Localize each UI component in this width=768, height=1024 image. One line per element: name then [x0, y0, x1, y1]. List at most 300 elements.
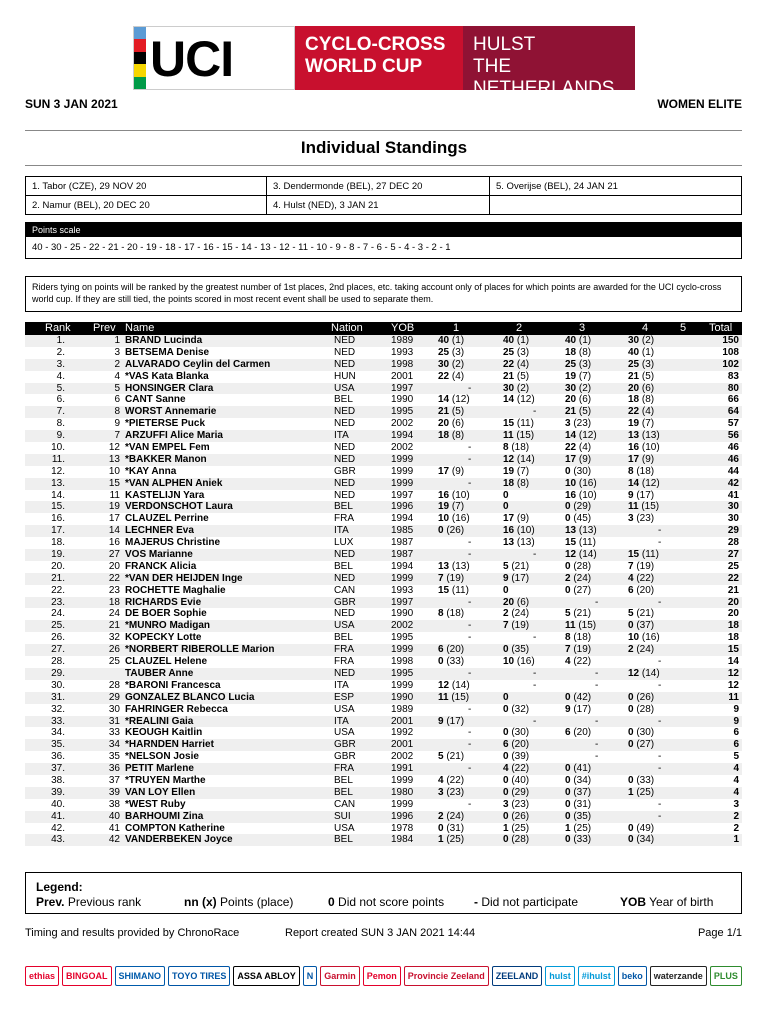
rider-name-cell: MAJERUS Christine: [125, 537, 221, 549]
total-cell: 18: [727, 620, 739, 632]
rider-name-cell: *BAKKER Manon: [125, 453, 207, 465]
yob-cell: 1997: [391, 596, 414, 608]
event-3-cell: 14 (12): [565, 430, 597, 442]
total-cell: 12: [727, 667, 739, 679]
rank-cell: 14.: [51, 489, 65, 501]
event-4-cell: 17 (9): [628, 453, 655, 465]
col-nation: Nation: [331, 322, 363, 334]
rider-name-cell: PETIT Marlene: [125, 763, 194, 775]
table-row: [25, 704, 742, 716]
table-row: [25, 608, 742, 620]
event-3-cell: 0 (28): [565, 560, 592, 572]
nation-cell: SUI: [334, 810, 351, 822]
table-row: [25, 537, 742, 549]
table-row: [25, 763, 742, 775]
event-1-cell: 0 (33): [438, 656, 465, 668]
table-row: [25, 442, 742, 454]
event-4-cell: 13 (13): [628, 430, 660, 442]
event-1-cell: 15 (11): [438, 584, 469, 596]
event-1-cell: 11 (15): [438, 691, 470, 703]
prev-rank-cell: 27: [108, 549, 120, 561]
rider-name-cell: ALVARADO Ceylin del Carmen: [125, 358, 271, 370]
legend-item: nn (x) Points (place): [184, 895, 294, 909]
rider-name-cell: ROCHETTE Maghalie: [125, 584, 226, 596]
rider-name-cell: GONZALEZ BLANCO Lucia: [125, 691, 255, 703]
yob-cell: 1993: [391, 346, 414, 358]
table-row: [25, 478, 742, 490]
rainbow-stripes-icon: [134, 27, 146, 89]
prev-rank-cell: 18: [108, 596, 120, 608]
nation-cell: FRA: [334, 763, 354, 775]
yob-cell: 2001: [391, 370, 414, 382]
rider-name-cell: *VAN DER HEIJDEN Inge: [125, 572, 243, 584]
rank-cell: 18.: [51, 537, 65, 549]
event-4-cell: -: [658, 751, 662, 763]
rank-cell: 13.: [51, 477, 65, 489]
table-row: [25, 787, 742, 799]
total-cell: 46: [727, 453, 739, 465]
rider-name-cell: *PIETERSE Puck: [125, 418, 206, 430]
total-cell: 27: [727, 549, 739, 561]
event-2-cell: -: [533, 406, 537, 418]
rank-cell: 43.: [51, 834, 65, 846]
rank-cell: 42.: [51, 822, 65, 834]
yob-cell: 1998: [391, 358, 414, 370]
col-event-2: 2: [516, 322, 523, 334]
event-3-cell: 0 (37): [565, 786, 592, 798]
yob-cell: 2002: [391, 418, 414, 430]
event-1-cell: -: [468, 763, 472, 775]
prev-rank-cell: 11: [109, 489, 120, 501]
tie-rule-text: Riders tying on points will be ranked by the greatest number of 1st places, 2nd places, etc. taking account only of places for which points are awarded for the UCI cyclo-cross world cup. If they are still tied, the points scored in most recent event shall be used to separate them.: [25, 276, 742, 312]
prev-rank-cell: 38: [108, 798, 120, 810]
standings-table: [25, 322, 742, 846]
points-scale-box: [25, 222, 742, 259]
table-row: [25, 573, 742, 585]
event-cell: [490, 196, 742, 215]
total-cell: 66: [727, 394, 739, 406]
event-2-cell: 14 (12): [503, 394, 535, 406]
total-cell: 20: [727, 608, 739, 620]
event-2-cell: 9 (17): [503, 572, 530, 584]
legend-item: 0 Did not score points: [328, 895, 445, 909]
table-row: [25, 430, 742, 442]
yob-cell: 1991: [391, 763, 414, 775]
rider-name-cell: COMPTON Katherine: [125, 822, 225, 834]
col-prev: Prev: [93, 322, 116, 334]
yob-cell: 1999: [391, 679, 414, 691]
event-2-cell: 6 (20): [503, 739, 530, 751]
total-cell: 80: [727, 382, 739, 394]
nation-cell: NED: [334, 667, 356, 679]
event-1-cell: 5 (21): [438, 751, 465, 763]
total-cell: 6: [733, 727, 739, 739]
total-cell: 21: [727, 584, 739, 596]
divider: [25, 130, 742, 131]
event-3-cell: 16 (10): [565, 489, 597, 501]
rider-name-cell: *TRUYEN Marthe: [125, 774, 206, 786]
nation-cell: FRA: [334, 656, 354, 668]
event-1-cell: 1 (25): [438, 834, 465, 846]
rank-cell: 10.: [51, 442, 65, 454]
event-2-cell: 7 (19): [503, 620, 530, 632]
nation-cell: ITA: [334, 679, 349, 691]
event-cell: 1. Tabor (CZE), 29 NOV 20: [26, 177, 267, 196]
prev-rank-cell: 20: [108, 560, 120, 572]
rider-name-cell: BRAND Lucinda: [125, 335, 203, 346]
total-cell: 42: [727, 477, 739, 489]
event-4-cell: 20 (6): [628, 382, 655, 394]
table-row: [25, 668, 742, 680]
event-1-cell: -: [468, 453, 472, 465]
table-row: [25, 561, 742, 573]
legend-item: Prev. Previous rank: [36, 895, 142, 909]
event-4-cell: 0 (33): [628, 774, 655, 786]
rider-name-cell: WORST Annemarie: [125, 406, 217, 418]
event-2-cell: 16 (10): [503, 525, 535, 537]
total-cell: 64: [727, 406, 739, 418]
col-yob: YOB: [391, 322, 415, 334]
table-row: [25, 739, 742, 751]
nation-cell: NED: [334, 442, 356, 454]
table-row: [25, 644, 742, 656]
event-2-cell: 25 (3): [503, 346, 530, 358]
nation-cell: LUX: [334, 537, 354, 549]
yob-cell: 1995: [391, 406, 414, 418]
race-category: WOMEN ELITE: [657, 97, 742, 111]
event-3-cell: 2 (24): [565, 572, 592, 584]
event-4-cell: 6 (20): [628, 584, 655, 596]
table-row: [25, 418, 742, 430]
event-4-cell: 7 (19): [628, 560, 655, 572]
report-created: Report created SUN 3 JAN 2021 14:44: [285, 927, 476, 939]
event-3-cell: 9 (17): [565, 703, 592, 715]
total-cell: 150: [722, 335, 739, 346]
yob-cell: 1995: [391, 667, 414, 679]
nation-cell: USA: [334, 703, 355, 715]
sponsor-logo: SHIMANO: [115, 966, 166, 986]
total-cell: 9: [733, 715, 739, 727]
event-4-cell: -: [658, 810, 662, 822]
nation-cell: BEL: [334, 774, 353, 786]
event-1-cell: -: [468, 549, 472, 561]
event-4-cell: 0 (26): [628, 691, 655, 703]
event-3-cell: 0 (33): [565, 834, 592, 846]
rank-cell: 41.: [51, 810, 65, 822]
event-4-cell: 0 (30): [628, 727, 655, 739]
event-2-cell: 0 (26): [503, 810, 530, 822]
event-4-cell: 0 (28): [628, 703, 655, 715]
prev-rank-cell: 17: [108, 513, 120, 525]
divider: [25, 165, 742, 166]
table-row: [25, 394, 742, 406]
event-2-cell: 19 (7): [503, 465, 530, 477]
rank-cell: 1.: [56, 335, 65, 346]
prev-rank-cell: 4: [114, 370, 120, 382]
yob-cell: 1978: [391, 822, 414, 834]
event-4-cell: 19 (7): [628, 418, 655, 430]
nation-cell: BEL: [334, 786, 353, 798]
prev-rank-cell: 40: [108, 810, 120, 822]
sponsor-logo: N: [303, 966, 318, 986]
table-row: [25, 632, 742, 644]
prev-rank-cell: 31: [108, 715, 120, 727]
nation-cell: USA: [334, 620, 355, 632]
venue-name: HULST THE NETHERLANDS: [463, 26, 635, 90]
prev-rank-cell: 26: [108, 644, 120, 656]
event-2-cell: 2 (24): [503, 608, 530, 620]
total-cell: 2: [733, 810, 739, 822]
prev-rank-cell: 35: [108, 751, 120, 763]
nation-cell: CAN: [334, 798, 356, 810]
total-cell: 12: [727, 679, 739, 691]
event-3-cell: 40 (1): [565, 335, 592, 346]
yob-cell: 1994: [391, 560, 414, 572]
sponsor-logo: Garmin: [320, 966, 360, 986]
prev-rank-cell: 33: [108, 727, 120, 739]
rider-name-cell: *NORBERT RIBEROLLE Marion: [125, 644, 275, 656]
yob-cell: 2002: [391, 442, 414, 454]
event-2-cell: 18 (8): [503, 477, 530, 489]
prev-rank-cell: 15: [108, 477, 120, 489]
event-3-cell: 0 (34): [565, 774, 592, 786]
rank-cell: 33.: [51, 715, 65, 727]
sponsor-logo: #ihulst: [578, 966, 615, 986]
event-3-cell: 22 (4): [565, 442, 592, 454]
rider-name-cell: RICHARDS Evie: [125, 596, 202, 608]
uci-logo: [133, 26, 295, 90]
event-3-cell: 0 (35): [565, 810, 592, 822]
col-event-4: 4: [642, 322, 649, 334]
event-1-cell: 4 (22): [438, 774, 465, 786]
nation-cell: GBR: [334, 739, 356, 751]
event-1-cell: 8 (18): [438, 608, 465, 620]
sponsor-logo: hulst: [545, 966, 575, 986]
total-cell: 14: [727, 656, 739, 668]
event-2-cell: 22 (4): [503, 358, 530, 370]
event-cell: 5. Overijse (BEL), 24 JAN 21: [490, 177, 742, 196]
rank-cell: 11.: [51, 453, 65, 465]
nation-cell: HUN: [334, 370, 356, 382]
prev-rank-cell: 28: [108, 679, 120, 691]
rider-name-cell: VAN LOY Ellen: [125, 786, 196, 798]
event-2-cell: 0 (40): [503, 774, 530, 786]
table-row: [25, 597, 742, 609]
event-cell: 2. Namur (BEL), 20 DEC 20: [26, 196, 267, 215]
event-4-cell: 25 (3): [628, 358, 655, 370]
rider-name-cell: KOPECKY Lotte: [125, 632, 202, 644]
prev-rank-cell: 12: [108, 442, 120, 454]
prev-rank-cell: 13: [108, 453, 120, 465]
sponsor-logo: Pemon: [363, 966, 401, 986]
rank-cell: 15.: [51, 501, 65, 513]
yob-cell: 1987: [391, 537, 414, 549]
col-name: Name: [125, 322, 155, 334]
event-4-cell: 18 (8): [628, 394, 655, 406]
event-1-cell: 6 (20): [438, 644, 465, 656]
event-1-cell: -: [468, 442, 472, 454]
legend-box: [25, 872, 742, 914]
event-4-cell: -: [658, 763, 662, 775]
rank-cell: 3.: [56, 358, 65, 370]
event-4-cell: -: [658, 798, 662, 810]
total-cell: 6: [733, 739, 739, 751]
prev-rank-cell: 16: [108, 537, 120, 549]
rank-cell: 4.: [56, 370, 65, 382]
rank-cell: 27.: [51, 644, 65, 656]
points-scale-label: Points scale: [26, 223, 741, 237]
event-3-cell: 13 (13): [565, 525, 597, 537]
event-2-cell: 30 (2): [503, 382, 530, 394]
rank-cell: 6.: [56, 394, 65, 406]
race-date: SUN 3 JAN 2021: [25, 97, 118, 111]
rank-cell: 2.: [56, 346, 65, 358]
event-1-cell: -: [468, 382, 472, 394]
table-row: [25, 656, 742, 668]
yob-cell: 1999: [391, 465, 414, 477]
event-4-cell: 2 (24): [628, 644, 655, 656]
event-1-cell: 17 (9): [438, 465, 465, 477]
page-number: Page 1/1: [697, 927, 742, 939]
rank-cell: 30.: [51, 679, 65, 691]
prev-rank-cell: 37: [108, 774, 120, 786]
event-3-cell: 5 (21): [565, 608, 592, 620]
event-2-cell: -: [533, 679, 537, 691]
total-cell: 30: [727, 501, 739, 513]
rank-cell: 40.: [51, 798, 65, 810]
yob-cell: 2002: [391, 751, 414, 763]
yob-cell: 2001: [391, 715, 414, 727]
rider-name-cell: *HARNDEN Harriet: [125, 739, 214, 751]
event-2-cell: 12 (14): [503, 453, 535, 465]
sponsor-logo: Provincie Zeeland: [404, 966, 489, 986]
total-cell: 15: [727, 644, 739, 656]
total-cell: 4: [733, 786, 739, 798]
table-row: [25, 716, 742, 728]
rider-name-cell: BARHOUMI Zina: [125, 810, 204, 822]
table-row: [25, 406, 742, 418]
event-cell: 3. Dendermonde (BEL), 27 DEC 20: [267, 177, 490, 196]
prev-rank-cell: 10: [108, 465, 120, 477]
event-1-cell: 25 (3): [438, 346, 465, 358]
total-cell: 102: [722, 358, 739, 370]
sponsor-logo: PLUS: [710, 966, 742, 986]
rank-cell: 17.: [51, 525, 65, 537]
event-1-cell: -: [468, 798, 472, 810]
table-row: [25, 371, 742, 383]
event-4-cell: 9 (17): [628, 489, 655, 501]
nation-cell: ITA: [334, 715, 349, 727]
total-cell: 83: [727, 370, 739, 382]
total-cell: 25: [727, 560, 739, 572]
event-1-cell: -: [468, 477, 472, 489]
event-2-cell: 15 (11): [503, 418, 534, 430]
sponsor-logo: ethias: [25, 966, 59, 986]
event-3-cell: 7 (19): [565, 644, 592, 656]
col-event-3: 3: [579, 322, 586, 334]
event-3-cell: 18 (8): [565, 346, 592, 358]
event-1-cell: 0 (31): [438, 822, 465, 834]
yob-cell: 1999: [391, 774, 414, 786]
sponsor-logo: TOYO TIRES: [168, 966, 230, 986]
table-row: [25, 501, 742, 513]
event-2-cell: 11 (15): [503, 430, 535, 442]
event-3-cell: -: [595, 596, 599, 608]
page-title: Individual Standings: [300, 138, 468, 157]
yob-cell: 1999: [391, 477, 414, 489]
event-1-cell: 21 (5): [438, 406, 465, 418]
rider-name-cell: *VAN EMPEL Fem: [125, 442, 210, 454]
rider-name-cell: TAUBER Anne: [125, 667, 194, 679]
event-1-cell: 22 (4): [438, 370, 465, 382]
event-2-cell: -: [533, 549, 537, 561]
rider-name-cell: FRANCK Alicia: [125, 560, 197, 572]
event-3-cell: 0 (42): [565, 691, 592, 703]
table-row: [25, 383, 742, 395]
nation-cell: NED: [334, 358, 356, 370]
rider-name-cell: KASTELIJN Yara: [125, 489, 205, 501]
points-scale-value: 40 - 30 - 25 - 22 - 21 - 20 - 19 - 18 - 17 - 16 - 15 - 14 - 13 - 12 - 11 - 10 - 9 - 8 - 7 - 6 - 5 - 4 - 3 - 2 - 1: [32, 242, 451, 253]
prev-rank-cell: 21: [108, 620, 120, 632]
yob-cell: 1998: [391, 656, 414, 668]
event-4-cell: -: [658, 656, 662, 668]
prev-rank-cell: 42: [108, 834, 120, 846]
rank-cell: 25.: [51, 620, 65, 632]
prev-rank-cell: 2: [114, 358, 120, 370]
rank-cell: 38.: [51, 774, 65, 786]
yob-cell: 1999: [391, 644, 414, 656]
total-cell: 4: [733, 763, 739, 775]
nation-cell: BEL: [334, 560, 353, 572]
event-3-cell: -: [595, 679, 599, 691]
event-2-cell: 17 (9): [503, 513, 530, 525]
rider-name-cell: CANT Sanne: [125, 394, 186, 406]
event-4-cell: -: [658, 596, 662, 608]
rank-cell: 23.: [51, 596, 65, 608]
prev-rank-cell: 5: [114, 382, 120, 394]
event-3-cell: -: [595, 715, 599, 727]
yob-cell: 1996: [391, 810, 414, 822]
nation-cell: BEL: [334, 632, 353, 644]
legend-item: - Did not participate: [474, 895, 579, 909]
event-4-cell: 5 (21): [628, 608, 655, 620]
rider-name-cell: *REALINI Gaia: [125, 715, 194, 727]
event-2-cell: 20 (6): [503, 596, 530, 608]
prev-rank-cell: 7: [114, 430, 120, 442]
nation-cell: GBR: [334, 596, 356, 608]
event-1-cell: -: [468, 703, 472, 715]
uci-logo-text: UCI: [150, 31, 234, 87]
event-1-cell: 12 (14): [438, 679, 470, 691]
nation-cell: NED: [334, 453, 356, 465]
standings-body: [25, 335, 742, 846]
nation-cell: BEL: [334, 501, 353, 513]
sponsor-logo: ASSA ABLOY: [233, 966, 299, 986]
event-2-cell: 10 (16): [503, 656, 535, 668]
event-1-cell: 18 (8): [438, 430, 465, 442]
event-3-cell: 11 (15): [565, 620, 597, 632]
event-4-cell: 14 (12): [628, 477, 660, 489]
event-1-cell: 3 (23): [438, 786, 465, 798]
event-3-cell: -: [595, 667, 599, 679]
rider-name-cell: *NELSON Josie: [125, 751, 199, 763]
table-row: [25, 620, 742, 632]
event-2-cell: 0 (35): [503, 644, 530, 656]
series-name: CYCLO-CROSS WORLD CUP: [295, 26, 463, 90]
rank-cell: 20.: [51, 560, 65, 572]
rider-name-cell: ARZUFFI Alice Maria: [125, 430, 223, 442]
standings-header: [25, 322, 742, 335]
